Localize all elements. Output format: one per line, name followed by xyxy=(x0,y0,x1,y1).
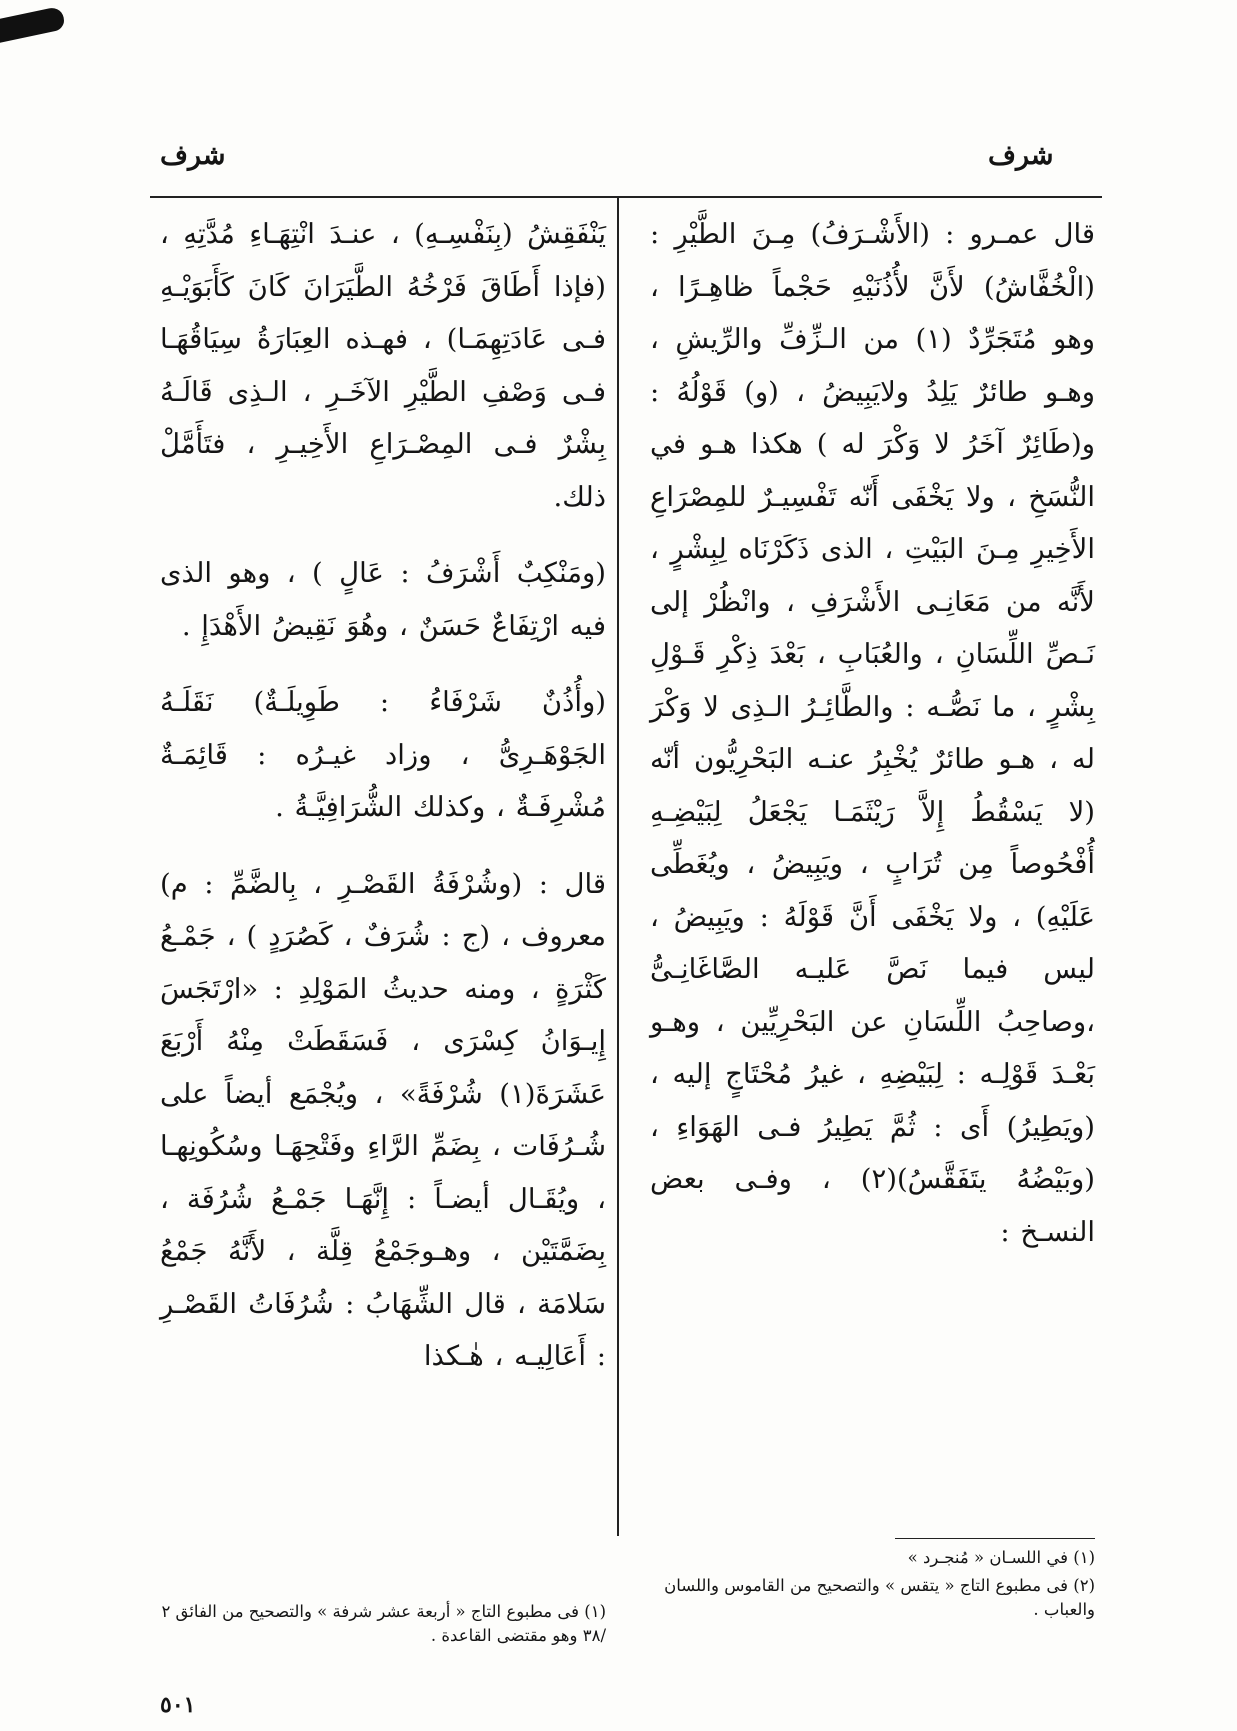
right-column xyxy=(650,208,1095,1258)
left-column-paragraph-1: يَنْفَقِشُ (بِنَفْسِـهِ) ، عنـدَ انْتِهَـاءِ مُدَّتِهِ ، (فإذا أَطَاقَ فَرْخُهُ الطَّيَرَانَ كَانَ كَأَبَوَيْـهِ فـى عَادَتِهِمَـا) ، فهـذه العِبَارَةُ سِيَاقُهَـا فـى وَصْفِ الطَّيْرِ الآخَـرِ ، الـذِى قَالَـهُ بِشْرٌ فـى المِصْـرَاعِ الأَخِيـرِ ، فتَأَمَّلْ ذلك. xyxy=(160,218,606,513)
left-column xyxy=(160,208,606,1383)
running-header-left: شرف xyxy=(160,140,226,171)
running-header-right: شرف xyxy=(988,140,1054,171)
footnotes-left xyxy=(160,1600,606,1652)
column-divider xyxy=(617,196,619,1536)
scan-smudge xyxy=(0,5,64,43)
header-rule xyxy=(150,196,1102,198)
footnote: (٢) فى مطبوع التاج « يتقس » والتصحيح من القاموس واللسان والعباب . xyxy=(664,1576,1095,1619)
left-column-paragraph-2: (ومَنْكِبٌ أَشْرَفُ : عَالٍ ) ، وهو الذى فيه ارْتِفَاعٌ حَسَنٌ ، وهُوَ نَقِيضُ الأَهْدَإِ . xyxy=(160,557,606,642)
footnote: (١) في اللسـان « مُنجـرد » xyxy=(907,1548,1095,1567)
left-column-paragraph-4: قال : (وشُرْفَةُ القَصْـرِ ، بِالضَّمِّ : م) معروف ، (ج : شُرَفٌ ، كَصُرَدٍ ) ، جَمْـعُ كَثْرَةٍ ، ومنه حديثُ المَوْلِدِ : «ارْتَجَسَ إِيـوَانُ كِسْرَى ، فَسَقَطَتْ مِنْهُ أَرْبَعَ عَشَرَةَ(١) شُرْفَةً» ، ويُجْمَع أيضاً على شُـرُفَات ، بِضَمِّ الرَّاءِ وفَتْحِهَـا وسُكُونِهـا ، ويُقَـال أيضـاً : إِنَّهَـا جَمْـعُ شُرُفَة ، بِضَمَّتَيْن ، وهـوجَمْعُ قِلَّة ، لأَنَّهُ جَمْعُ سَلامَة ، قال الشِّهَابُ : شُرُفَاتُ القَصْـرِ : أَعَالِيـه ، هٰـكذا xyxy=(160,867,606,1372)
footnotes-right xyxy=(650,1546,1095,1626)
right-column-paragraph: قال عمـرو : (الأَشْـرَفُ) مِـنَ الطَّيْرِ : (الْخُفَّاشُ) لأَنَّ لأُذُنَيْهِ حَجْماً ظاهِـرًا ، وهو مُتَجَرِّدٌ (١) من الـزِّفِّ والرِّيشِ ، وهـو طائرٌ يَلِدُ ولايَبِيضُ ، (و) قَوْلُهُ : و(طَائِرٌ آخَرُ لا وَكْرَ له ) هكذا هـو في النُّسَخِ ، ولا يَخْفَى أَنّه تَفْسِيـرٌ للمِصْرَاعِ الأَخِيرِ مِـنَ البَيْتِ ، الذى ذَكَرْنَاه لِبِشْرٍ ، لأَنَّه من مَعَانِـى الأَشْرَفِ ، وانْظُرْ إلى نَـصِّ اللِّسَانِ ، والعُبَابِ ، بَعْدَ ذِكْرِ قَـوْلِ بِشْرٍ ، ما نَصُّـه : والطَّائِـرُ الـذِى لا وَكْرَ له ، هـو طائرٌ يُخْبِرُ عنـه البَحْرِيُّون أنّه (لا يَسْقُطُ إِلاَّ رَيْثَمَـا يَجْعَلُ لِبَيْضِـهِ أُفْحُوصاً مِن تُرَابٍ ، ويَبِيضُ ، ويُغَطِّى عَلَيْهِ) ، ولا يَخْفَى أَنَّ قَوْلَهُ : ويَبِيضُ ، ليس فيما نَصَّ عَليـه الصَّاغَانِـىُّ ،وصاحِبُ اللِّسَانِ عن البَحْرِيِّين ، وهـو بَعْـدَ قَوْلِـه : لِبَيْضِهِ ، غيرُ مُحْتَاجٍ إليه ، (ويَطِيرُ) أَى : ثُمَّ يَطِيرُ فـى الهَوَاءِ ، (وبَيْضُهُ يتَفَقَّسُ)(٢) ، وفـى بعض النسـخ : xyxy=(650,218,1095,1248)
page-number: ٥٠١ xyxy=(160,1692,196,1718)
footnote-rule-right xyxy=(895,1538,1095,1539)
left-column-paragraph-3: (وأُذُنٌ شَرْفَاءُ : طَوِيلَـةٌ) نَقَلَـهُ الجَوْهَـرِىُّ ، وزاد غيـرُه : قَائِمَـةٌ مُشْرِفَـةٌ ، وكذلك الشُّرَافِيَّـةُ . xyxy=(160,686,606,823)
footnote: (١) فى مطبوع التاج « أربعة عشر شرفة » والتصحيح من الفائق ٢ /٣٨ وهو مقتضى القاعدة . xyxy=(161,1602,606,1645)
